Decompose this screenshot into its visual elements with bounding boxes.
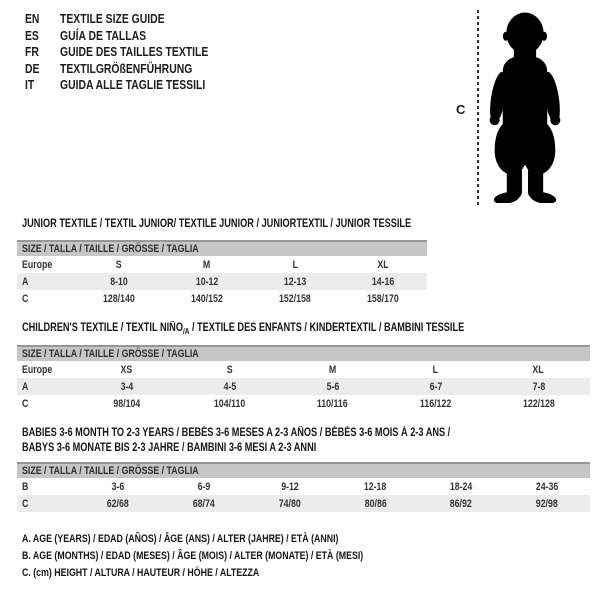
- row-label-text: C: [22, 497, 29, 510]
- babies-table-title-line2: [22, 441, 390, 456]
- table-cell: [178, 381, 281, 393]
- table-cell: [251, 293, 339, 305]
- table-cell: [332, 498, 418, 510]
- table-cell: [251, 276, 339, 288]
- table-cell: [332, 481, 418, 493]
- table-cell: [161, 498, 247, 510]
- legend-line-c: [22, 565, 449, 582]
- language-code-text: ES: [25, 27, 39, 43]
- row-label: [17, 293, 75, 305]
- table-cell-text: 62/68: [106, 497, 129, 510]
- legend-line-b: [22, 548, 449, 565]
- row-label: [17, 276, 75, 288]
- language-code: [25, 44, 60, 61]
- table-cell-text: 86/92: [450, 497, 473, 510]
- junior-table-title-text: JUNIOR TEXTILE / TEXTIL JUNIOR/ TEXTILE JUNIOR / JUNIORTEXTIL / JUNIOR TESSILE: [22, 218, 412, 230]
- table-cell: [75, 381, 178, 393]
- babies-table-title-text: BABYS 3-6 MONATE BIS 2-3 JAHRE / BAMBINI 3-6 MESI A 2-3 ANNI: [22, 442, 317, 454]
- row-label-text: C: [22, 292, 29, 305]
- language-code: [25, 61, 60, 78]
- table-cell-text: 92/98: [536, 497, 559, 510]
- title-subscript: /A: [182, 326, 190, 336]
- measure-legend: [22, 531, 449, 582]
- table-cell: [251, 259, 339, 271]
- babies-size-header-bar: [17, 462, 590, 478]
- size-header-text: SIZE / TALLA / TAILLE / GRÖSSE / TAGLIA: [22, 465, 199, 477]
- table-cell-text: 12-18: [364, 480, 387, 493]
- table-cell-text: XS: [120, 363, 133, 376]
- figure-measure-label: C: [456, 102, 466, 117]
- table-cell: [75, 293, 163, 305]
- table-cell-text: S: [226, 363, 233, 376]
- row-label: [17, 364, 75, 376]
- table-cell-text: 122/128: [522, 397, 555, 410]
- row-label-text: Europe: [22, 258, 53, 271]
- junior-table-body: [17, 256, 427, 307]
- table-cell: [75, 398, 178, 410]
- table-cell: [384, 364, 487, 376]
- table-cell: [247, 498, 333, 510]
- table-cell-text: 152/158: [279, 292, 311, 305]
- language-title: [60, 44, 245, 61]
- table-cell-text: 74/80: [278, 497, 301, 510]
- table-cell-text: 9-12: [280, 480, 299, 493]
- table-row: [17, 495, 590, 512]
- title-prefix: CHILDREN'S TEXTILE / TEXTIL NIÑO: [22, 322, 183, 334]
- table-cell: [281, 398, 384, 410]
- table-cell-text: 12-13: [283, 275, 307, 288]
- row-label-text: A: [22, 380, 29, 393]
- table-cell: [487, 398, 590, 410]
- language-title-text: GUIDE DES TAILLES TEXTILE: [60, 44, 209, 60]
- row-label: [17, 259, 75, 271]
- table-cell-text: L: [292, 258, 298, 271]
- table-row: [17, 378, 590, 395]
- children-size-header-bar: [17, 345, 590, 361]
- table-cell: [163, 293, 251, 305]
- junior-table-title: [22, 217, 508, 232]
- table-cell: [384, 381, 487, 393]
- table-cell-text: 158/170: [367, 292, 399, 305]
- table-cell-text: 18-24: [449, 480, 473, 493]
- title-suffix: / TEXTILE DES ENFANTS / KINDERTEXTIL / BAMBINI TESSILE: [189, 322, 465, 334]
- table-cell: [75, 276, 163, 288]
- language-title-text: GUÍA DE TALLAS: [60, 27, 147, 43]
- table-cell-text: 110/116: [317, 397, 348, 410]
- table-cell: [339, 293, 427, 305]
- legend-line-a-text: A. AGE (YEARS) / EDAD (AÑOS) / ÂGE (ANS) / ALTER (JAHRE) / ETÀ (ANNI): [22, 533, 339, 545]
- row-label-text: B: [22, 480, 29, 493]
- language-code-text: FR: [25, 44, 39, 60]
- row-label: [17, 381, 75, 393]
- language-title: [60, 28, 245, 45]
- language-code-text: IT: [25, 77, 35, 93]
- table-cell: [281, 364, 384, 376]
- row-label: [17, 498, 75, 510]
- table-cell: [504, 498, 590, 510]
- table-cell-text: 6-9: [197, 480, 211, 493]
- babies-table-body: [17, 478, 590, 512]
- table-cell: [487, 364, 590, 376]
- table-cell-text: S: [116, 258, 122, 271]
- table-cell: [75, 259, 163, 271]
- table-cell-text: M: [203, 258, 211, 271]
- table-cell-text: 140/152: [191, 292, 223, 305]
- table-cell-text: 14-16: [371, 275, 395, 288]
- language-title-text: TEXTILGRÖßENFÜHRUNG: [60, 60, 193, 76]
- babies-table-title-text: BABIES 3-6 MONTH TO 2-3 YEARS / BEBÉS 3-6 MESES A 2-3 AÑOS / BÉBÉS 3-6 MOIS À 2-3 ANS /: [22, 427, 451, 439]
- legend-line-b-text: B. AGE (MONTHS) / EDAD (MESES) / ÂGE (MOIS) / ALTER (MONATE) / ETÀ (MESI): [22, 550, 364, 562]
- size-header-text: SIZE / TALLA / TAILLE / GRÖSSE / TAGLIA: [22, 243, 199, 255]
- row-label: [17, 481, 75, 493]
- babies-table-title-line1: [22, 426, 557, 441]
- table-cell: [418, 481, 504, 493]
- baby-silhouette: [486, 11, 568, 203]
- table-cell: [418, 498, 504, 510]
- table-row: [17, 273, 427, 290]
- table-cell: [504, 481, 590, 493]
- legend-line-a: [22, 531, 449, 548]
- table-cell: [163, 259, 251, 271]
- table-cell-text: 128/140: [103, 292, 135, 305]
- language-title-text: GUIDA ALLE TAGLIE TESSILI: [60, 77, 206, 93]
- language-code: [25, 28, 60, 45]
- language-code: [25, 77, 60, 94]
- table-cell: [178, 364, 281, 376]
- table-cell: [161, 481, 247, 493]
- table-cell: [75, 498, 161, 510]
- table-cell: [339, 259, 427, 271]
- children-table-body: [17, 361, 590, 412]
- junior-size-header-bar: [17, 240, 427, 256]
- table-cell-text: 10-12: [195, 275, 219, 288]
- table-cell: [178, 398, 281, 410]
- table-cell-text: XL: [377, 258, 389, 271]
- row-label-text: C: [22, 397, 29, 410]
- table-cell-text: 116/122: [419, 397, 452, 410]
- table-cell-text: 24-36: [535, 480, 559, 493]
- table-cell-text: 98/104: [113, 397, 140, 410]
- row-label-text: Europe: [22, 363, 53, 376]
- table-cell-text: 80/86: [364, 497, 387, 510]
- language-code-text: DE: [25, 60, 40, 76]
- row-label: [17, 398, 75, 410]
- table-cell: [75, 481, 161, 493]
- table-cell-text: 8-10: [110, 275, 128, 288]
- table-cell-text: M: [328, 363, 337, 376]
- table-cell-text: 6-7: [429, 380, 442, 393]
- table-row: [17, 395, 590, 412]
- language-code: [25, 11, 60, 28]
- height-measure-dotted-line: [477, 10, 479, 208]
- table-cell: [384, 398, 487, 410]
- table-row: [17, 478, 590, 495]
- children-table-title-text: [22, 321, 464, 336]
- table-cell-text: 5-6: [326, 380, 339, 393]
- table-cell-text: 4-5: [223, 380, 236, 393]
- language-code-text: EN: [25, 11, 40, 26]
- language-title: [60, 61, 245, 78]
- legend-line-c-text: C. (cm) HEIGHT / ALTURA / HAUTEUR / HÖHE / ALTEZZA: [22, 567, 260, 579]
- table-cell: [281, 381, 384, 393]
- table-cell-text: 3-4: [120, 380, 133, 393]
- table-cell: [247, 481, 333, 493]
- language-title: [60, 77, 245, 94]
- table-cell-text: 104/110: [213, 397, 246, 410]
- table-cell-text: 68/74: [192, 497, 215, 510]
- table-cell-text: 7-8: [532, 380, 545, 393]
- table-row: [17, 361, 590, 378]
- language-list: [25, 11, 245, 94]
- table-cell: [75, 364, 178, 376]
- language-title: [60, 11, 245, 28]
- table-cell: [487, 381, 590, 393]
- children-table-title: [22, 321, 575, 336]
- row-label-text: A: [22, 275, 29, 288]
- table-cell: [339, 276, 427, 288]
- language-title-text: TEXTILE SIZE GUIDE: [60, 11, 165, 26]
- table-cell-text: 3-6: [111, 480, 125, 493]
- table-row: [17, 256, 427, 273]
- table-cell-text: L: [432, 363, 439, 376]
- table-row: [17, 290, 427, 307]
- table-cell: [163, 276, 251, 288]
- size-header-text: SIZE / TALLA / TAILLE / GRÖSSE / TAGLIA: [22, 348, 199, 360]
- table-cell-text: XL: [532, 363, 545, 376]
